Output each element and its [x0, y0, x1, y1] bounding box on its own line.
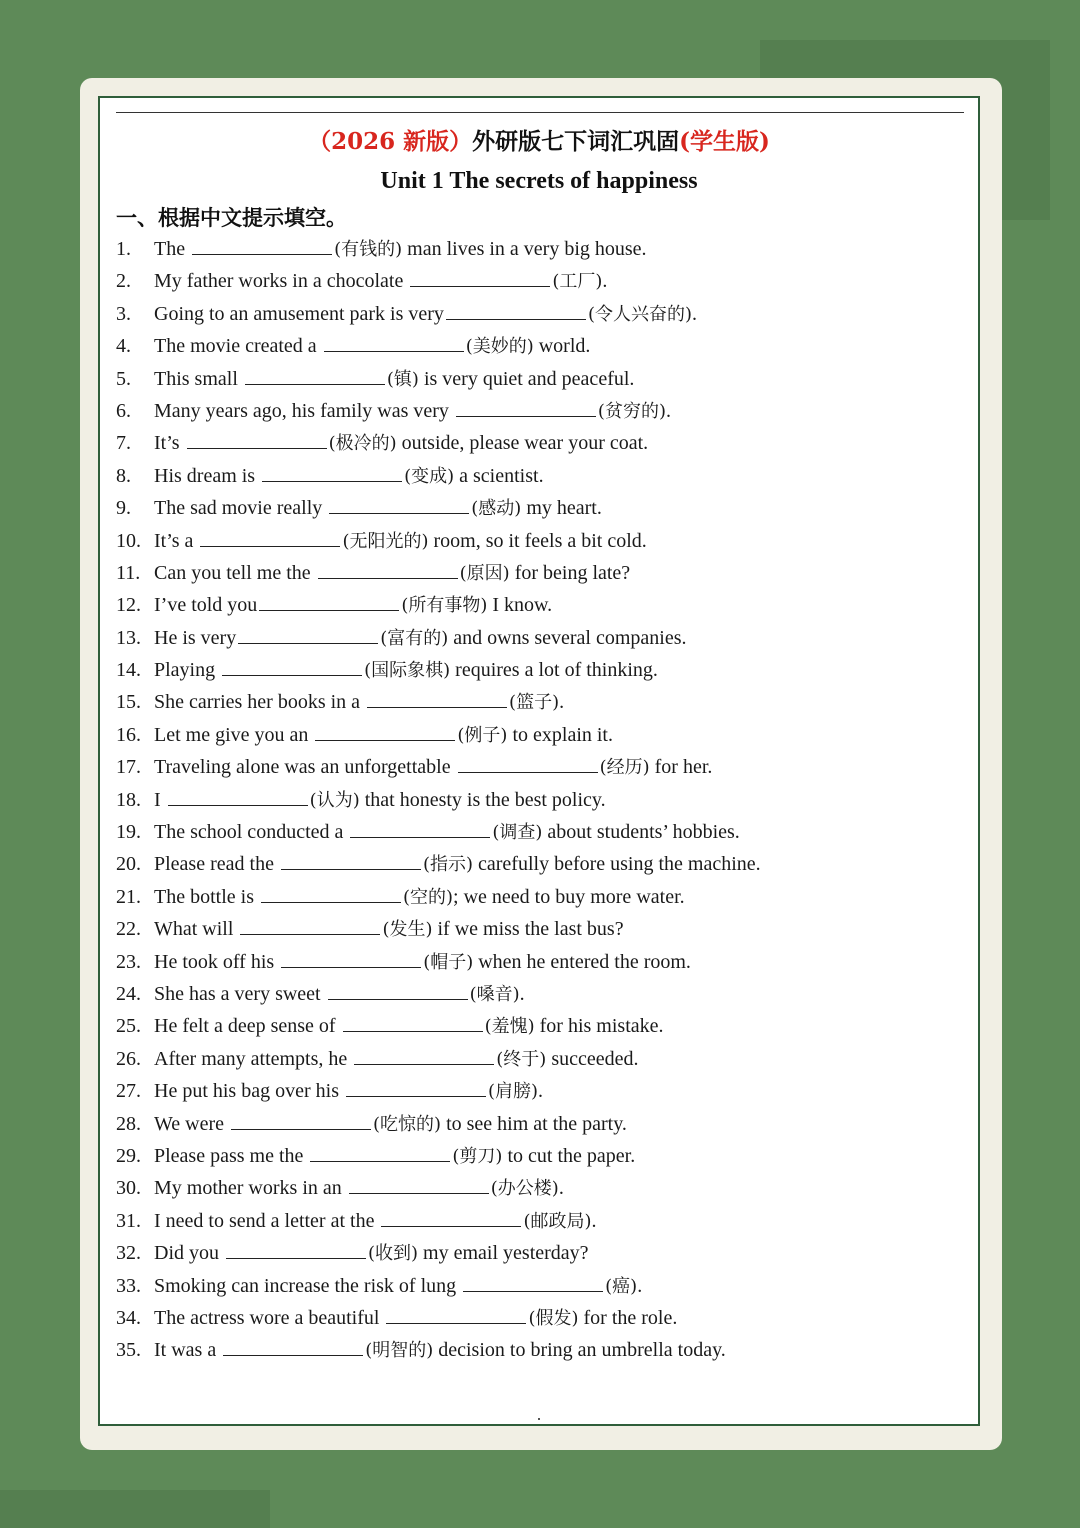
sentence-after: is very quiet and peaceful. — [418, 367, 635, 390]
item-sentence — [154, 460, 544, 493]
answer-blank[interactable] — [310, 1143, 450, 1162]
item-sentence — [154, 492, 602, 525]
answer-blank[interactable] — [354, 1046, 494, 1065]
item-number: 31. — [116, 1209, 141, 1232]
item-sentence — [154, 946, 691, 979]
sentence-before: This small — [154, 367, 243, 390]
sentence-before: Smoking can increase the risk of lung — [154, 1274, 462, 1297]
chinese-hint: (发生) — [382, 919, 433, 941]
item-number: 18. — [116, 788, 141, 811]
item-number: 6. — [116, 399, 131, 422]
answer-blank[interactable] — [168, 787, 308, 806]
sentence-before: The movie created a — [154, 335, 322, 358]
sentence-after: . — [637, 1274, 643, 1297]
footer-dot — [538, 1418, 540, 1420]
item-number: 5. — [116, 367, 131, 390]
answer-blank[interactable] — [226, 1240, 366, 1259]
sentence-after: for the role. — [578, 1306, 678, 1329]
item-number: 24. — [116, 982, 141, 1005]
sentence-before: He felt a deep sense of — [154, 1015, 341, 1038]
chinese-hint: (吃惊的) — [373, 1113, 442, 1135]
item-sentence — [154, 1205, 597, 1238]
answer-blank[interactable] — [329, 495, 469, 514]
item-number: 16. — [116, 723, 141, 746]
answer-blank[interactable] — [245, 366, 385, 385]
item-sentence — [154, 1172, 564, 1205]
item-sentence — [154, 233, 647, 266]
sentence-after: decision to bring an umbrella today. — [433, 1339, 726, 1362]
chinese-hint: (美妙的) — [465, 336, 534, 358]
item-sentence — [154, 751, 712, 784]
sentence-after: room, so it feels a bit cold. — [428, 529, 647, 552]
chinese-hint: (收到) — [368, 1243, 419, 1265]
item-sentence — [154, 1270, 642, 1303]
chinese-hint: (国际象棋) — [364, 660, 451, 682]
chinese-hint: (例子) — [457, 724, 508, 746]
item-number: 33. — [116, 1274, 141, 1297]
answer-blank[interactable] — [318, 560, 458, 579]
sentence-before: It was a — [154, 1339, 222, 1362]
chinese-hint: (无阳光的) — [342, 530, 429, 552]
item-sentence — [154, 1075, 543, 1108]
chinese-hint: (贫穷的) — [597, 400, 666, 422]
answer-blank[interactable] — [346, 1078, 486, 1097]
sentence-before: The sad movie really — [154, 497, 328, 520]
sentence-after: . — [519, 982, 525, 1005]
item-number: 1. — [116, 238, 131, 260]
sentence-after: for his mistake. — [534, 1015, 664, 1038]
sentence-after: to see him at the party. — [441, 1112, 627, 1135]
answer-blank[interactable] — [456, 398, 596, 417]
chinese-hint: (富有的) — [380, 627, 449, 649]
chinese-hint: (办公楼) — [490, 1178, 559, 1200]
chinese-hint: (经历) — [599, 757, 650, 779]
item-number: 12. — [116, 594, 141, 617]
answer-blank[interactable] — [386, 1305, 526, 1324]
answer-blank[interactable] — [222, 657, 362, 676]
chinese-hint: (羞愧) — [484, 1016, 535, 1038]
sentence-before: My mother works in an — [154, 1177, 347, 1200]
chinese-hint: (明智的) — [365, 1340, 434, 1362]
item-number: 13. — [116, 626, 141, 649]
answer-blank[interactable] — [324, 333, 464, 352]
item-number: 22. — [116, 918, 141, 941]
item-number: 29. — [116, 1144, 141, 1167]
sentence-before: Can you tell me the — [154, 561, 316, 584]
answer-blank[interactable] — [259, 592, 399, 611]
sentence-after: for being late? — [509, 561, 631, 584]
sentence-before: Many years ago, his family was very — [154, 399, 454, 422]
unit-title: Unit 1 The secrets of happiness — [380, 168, 698, 194]
chinese-hint: (邮政局) — [523, 1210, 592, 1232]
item-sentence — [154, 654, 658, 687]
item-sentence — [154, 427, 648, 460]
sentence-before: He is very — [154, 626, 237, 649]
item-number: 4. — [116, 335, 131, 358]
item-number: 3. — [116, 302, 131, 325]
sentence-after: . — [591, 1209, 597, 1232]
chinese-hint: (感动) — [471, 498, 522, 520]
item-number: 15. — [116, 691, 141, 714]
sentence-after: a scientist. — [454, 464, 544, 487]
item-number: 32. — [116, 1242, 141, 1265]
sentence-after: that honesty is the best policy. — [359, 788, 606, 811]
item-sentence — [154, 1043, 639, 1076]
sentence-before: Traveling alone was an unforgettable — [154, 756, 456, 779]
chinese-hint: (指示) — [422, 854, 473, 876]
item-sentence — [154, 1237, 589, 1270]
item-number: 25. — [116, 1015, 141, 1038]
worksheet-title — [98, 124, 980, 160]
answer-blank[interactable] — [350, 819, 490, 838]
answer-blank[interactable] — [410, 268, 550, 287]
background-panel-bottom-left — [0, 1490, 270, 1528]
item-sentence — [154, 298, 697, 331]
title-version: (学生版) — [679, 128, 770, 155]
chinese-hint: (肩膀) — [487, 1081, 539, 1103]
item-sentence — [154, 686, 564, 719]
sentence-after: succeeded. — [546, 1047, 639, 1070]
item-number: 23. — [116, 950, 141, 973]
sentence-before: Going to an amusement park is very — [154, 302, 444, 325]
sentence-before: After many attempts, he — [154, 1047, 353, 1070]
chinese-hint: (工厂) — [552, 271, 603, 293]
answer-blank[interactable] — [200, 528, 340, 547]
item-sentence — [154, 589, 552, 622]
sentence-before: She has a very sweet — [154, 982, 326, 1005]
sentence-after: requires a lot of thinking. — [450, 659, 658, 682]
chinese-hint: (调查) — [492, 822, 543, 844]
sentence-before: The actress wore a beautiful — [154, 1306, 385, 1329]
item-sentence — [154, 395, 671, 428]
item-number: 11. — [116, 561, 141, 584]
item-number: 7. — [116, 432, 131, 455]
answer-blank[interactable] — [315, 722, 455, 741]
answer-blank[interactable] — [223, 1337, 363, 1356]
sentence-after: . — [538, 1080, 544, 1103]
sentence-before: What will — [154, 918, 239, 941]
answer-blank[interactable] — [261, 884, 401, 903]
item-sentence — [154, 1140, 635, 1173]
chinese-hint: (嗓音) — [469, 983, 520, 1005]
chinese-hint: (帽子) — [423, 951, 474, 973]
answer-blank[interactable] — [381, 1208, 521, 1227]
answer-blank[interactable] — [463, 1273, 603, 1292]
chinese-hint: (变成) — [404, 465, 455, 487]
section-title: 一、根据中文提示填空。 — [116, 205, 347, 230]
sentence-before: He put his bag over his — [154, 1080, 344, 1103]
chinese-hint: (令人兴奋的) — [587, 303, 692, 325]
sentence-after: when he entered the room. — [473, 950, 691, 973]
item-sentence — [154, 330, 590, 363]
chinese-hint: (篮子) — [509, 692, 560, 714]
sentence-before: She carries her books in a — [154, 691, 366, 714]
chinese-hint: (空的) — [402, 886, 454, 908]
item-sentence — [154, 363, 634, 396]
chinese-hint: (假发) — [528, 1307, 579, 1329]
sentence-after: . — [558, 1177, 564, 1200]
sentence-after: and owns several companies. — [448, 626, 687, 649]
item-number: 27. — [116, 1080, 141, 1103]
answer-blank[interactable] — [367, 689, 507, 708]
chinese-hint: (镇) — [386, 368, 419, 390]
answer-blank[interactable] — [262, 463, 402, 482]
sentence-before: It’s — [154, 432, 185, 455]
sentence-before: Let me give you an — [154, 723, 314, 746]
item-number: 34. — [116, 1306, 141, 1329]
sentence-before: I’ve told you — [154, 594, 258, 617]
sentence-after: my email yesterday? — [418, 1242, 589, 1265]
item-number: 20. — [116, 853, 141, 876]
item-sentence — [154, 1334, 726, 1367]
answer-blank[interactable] — [446, 301, 586, 320]
sentence-before: His dream is — [154, 464, 261, 487]
answer-blank[interactable] — [238, 625, 378, 644]
answer-blank[interactable] — [349, 1175, 489, 1194]
answer-blank[interactable] — [231, 1111, 371, 1130]
sentence-before: The school conducted a — [154, 821, 349, 844]
sentence-before: I need to send a letter at the — [154, 1209, 380, 1232]
sentence-after: for her. — [649, 756, 713, 779]
item-sentence — [154, 525, 647, 558]
item-sentence — [154, 848, 761, 881]
sentence-after: . — [665, 399, 671, 422]
sentence-before: I — [154, 788, 166, 811]
sentence-before: My father works in a chocolate — [154, 270, 409, 293]
answer-blank[interactable] — [187, 430, 327, 449]
item-number: 28. — [116, 1112, 141, 1135]
sentence-after: . — [559, 691, 565, 714]
sentence-before: The bottle is — [154, 885, 259, 908]
sentence-after: about students’ hobbies. — [542, 821, 740, 844]
sentence-before: It’s a — [154, 529, 199, 552]
sentence-after: . — [602, 270, 608, 293]
sentence-before: Please read the — [154, 853, 279, 876]
item-number: 35. — [116, 1339, 141, 1362]
item-sentence — [154, 784, 606, 817]
sentence-after: world. — [533, 335, 591, 358]
title-edition: （2026 新版） — [308, 128, 473, 155]
chinese-hint: (终于) — [496, 1048, 547, 1070]
item-sentence — [154, 913, 624, 946]
answer-blank[interactable] — [281, 949, 421, 968]
sentence-after: carefully before using the machine. — [473, 853, 761, 876]
item-sentence — [154, 265, 607, 298]
sentence-before: Please pass me the — [154, 1144, 309, 1167]
sentence-after: man lives in a very big house. — [402, 238, 647, 260]
chinese-hint: (所有事物) — [401, 595, 488, 617]
item-number: 2. — [116, 270, 131, 293]
chinese-hint: (认为) — [309, 789, 360, 811]
item-sentence — [154, 881, 685, 914]
sentence-before: We were — [154, 1112, 230, 1135]
sentence-after: to explain it. — [507, 723, 613, 746]
sentence-before: The — [154, 238, 191, 260]
item-number: 10. — [116, 529, 141, 552]
sentence-after: if we miss the last bus? — [432, 918, 624, 941]
chinese-hint: (剪刀) — [452, 1145, 503, 1167]
item-number: 9. — [116, 497, 131, 520]
item-number: 26. — [116, 1047, 141, 1070]
sentence-after: . — [691, 302, 697, 325]
chinese-hint: (癌) — [605, 1275, 638, 1297]
answer-blank[interactable] — [343, 1013, 483, 1032]
item-number: 30. — [116, 1177, 141, 1200]
header-rule — [116, 112, 964, 113]
sentence-after: I know. — [487, 594, 553, 617]
answer-blank[interactable] — [328, 981, 468, 1000]
sentence-after: outside, please wear your coat. — [396, 432, 649, 455]
answer-blank[interactable] — [192, 236, 332, 255]
answer-blank[interactable] — [281, 851, 421, 870]
item-number: 21. — [116, 885, 141, 908]
answer-blank[interactable] — [240, 916, 380, 935]
chinese-hint: (原因) — [459, 562, 510, 584]
title-main: 外研版七下词汇巩固 — [472, 128, 680, 155]
sentence-before: He took off his — [154, 950, 280, 973]
item-sentence — [154, 1302, 677, 1335]
sentence-after: ; we need to buy more water. — [453, 885, 685, 908]
item-sentence — [154, 978, 525, 1011]
item-sentence — [154, 816, 740, 849]
item-number: 19. — [116, 821, 141, 844]
sentence-after: my heart. — [521, 497, 602, 520]
item-number: 14. — [116, 659, 141, 682]
item-sentence — [154, 1010, 664, 1043]
item-sentence — [154, 557, 630, 590]
answer-blank[interactable] — [458, 754, 598, 773]
chinese-hint: (极冷的) — [328, 433, 397, 455]
item-number: 17. — [116, 756, 141, 779]
item-sentence — [154, 622, 687, 655]
item-number: 8. — [116, 464, 131, 487]
item-sentence — [154, 1108, 627, 1141]
sentence-before: Did you — [154, 1242, 224, 1265]
chinese-hint: (有钱的) — [334, 239, 403, 260]
sentence-after: to cut the paper. — [502, 1144, 636, 1167]
item-sentence — [154, 719, 613, 752]
sentence-before: Playing — [154, 659, 221, 682]
